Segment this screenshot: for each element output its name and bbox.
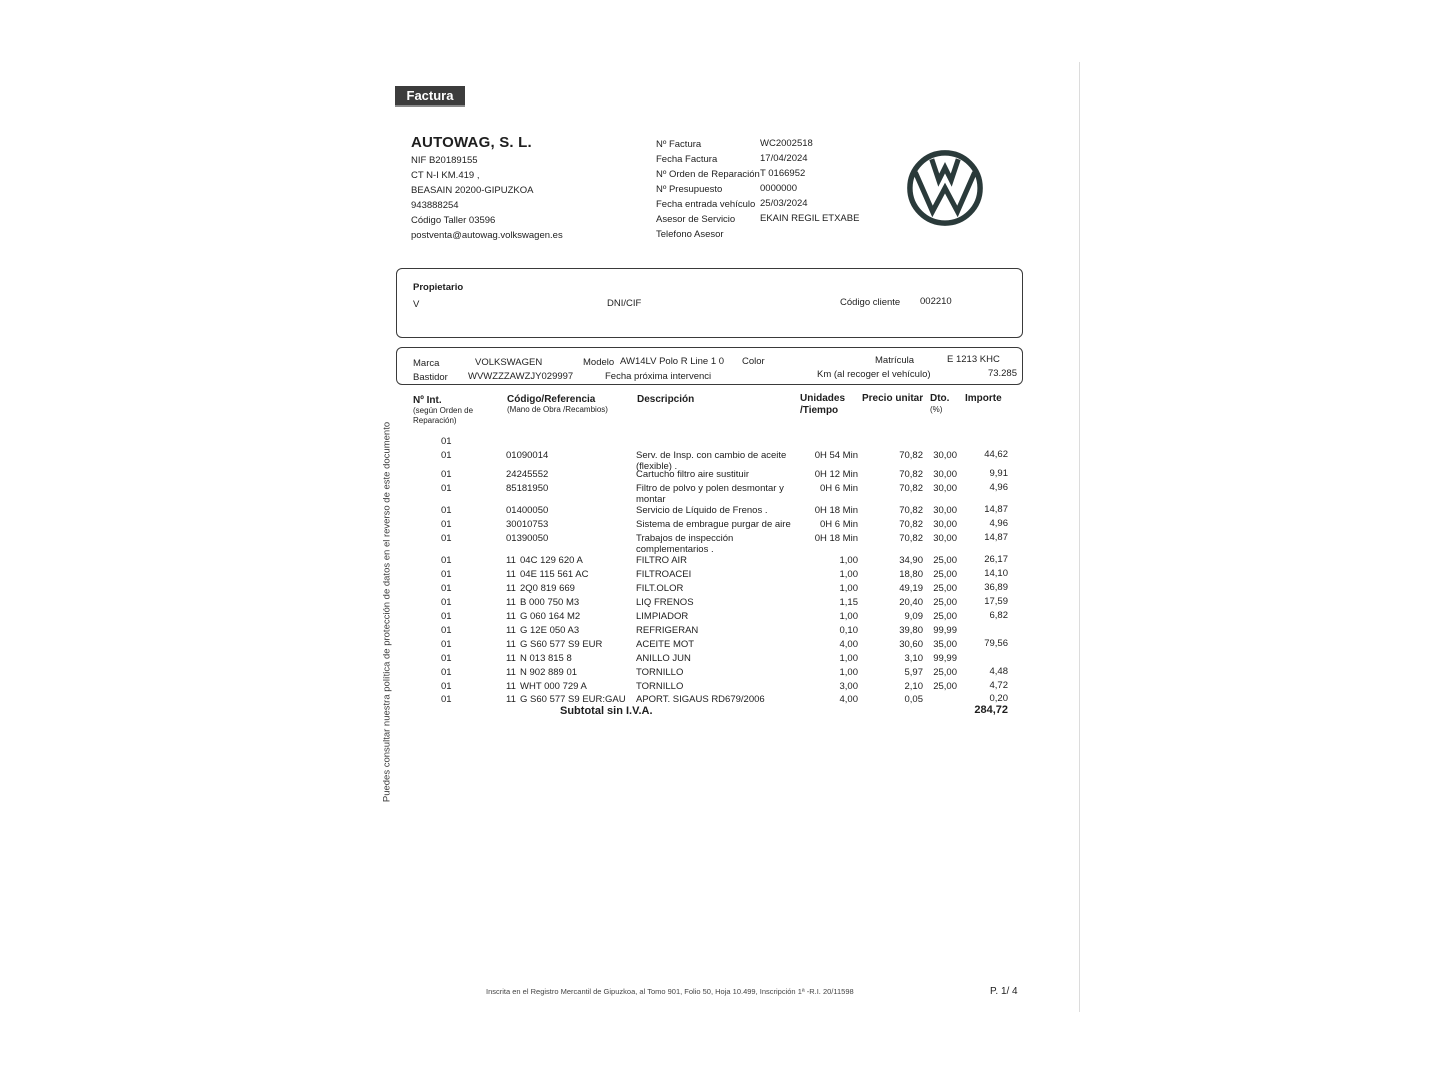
cell-price: 70,82 — [899, 505, 923, 516]
cell-importe: 44,62 — [984, 449, 1008, 460]
km-value: 73.285 — [987, 368, 1017, 379]
cell-desc: Servicio de Líquido de Frenos . — [636, 505, 768, 516]
cell-desc: TORNILLO — [636, 667, 684, 678]
cell-importe: 14,87 — [984, 504, 1008, 515]
volkswagen-logo-icon — [906, 149, 984, 227]
cell-desc: APORT. SIGAUS RD679/2006 — [636, 694, 765, 705]
table-row — [0, 532, 1440, 555]
cell-nint: 01 — [441, 469, 452, 480]
table-row — [0, 625, 1440, 639]
company-nif: NIF B20189155 — [411, 155, 478, 166]
cell-code: N 902 889 01 — [520, 667, 578, 678]
registry-footer: Inscrita en el Registro Mercantil de Gipuzkoa, al Tomo 901, Folio 50, Hoja 10.499, Inscripción 1ª -R.I. 20/11598 — [486, 987, 854, 996]
header-code-sub: (Mano de Obra /Recambios) — [507, 405, 608, 414]
cell-price: 70,82 — [899, 450, 923, 461]
cell-code: 01400050 — [506, 505, 549, 516]
cell-units: 0H 18 Min — [814, 533, 858, 544]
cell-code: G S60 577 S9 EUR:GAU — [520, 694, 626, 705]
cell-pre: 11 — [506, 625, 516, 636]
cell-dto: 30,00 — [933, 483, 957, 494]
cell-nint: 01 — [441, 519, 452, 530]
cell-pre: 11 — [506, 569, 516, 580]
cell-units: 0H 54 Min — [814, 450, 858, 461]
cell-desc: REFRIGERAN — [636, 625, 699, 636]
company-address: CT N-I KM.419 , — [411, 170, 480, 181]
cell-desc: FILTROACEI — [636, 569, 692, 580]
cell-importe: 4,48 — [989, 666, 1008, 677]
invoice-date-label: Fecha Factura — [656, 154, 718, 165]
cell-code: N 013 815 8 — [520, 653, 572, 664]
cell-units: 1,00 — [839, 569, 858, 580]
cell-price: 70,82 — [899, 469, 923, 480]
model: AW14LV Polo R Line 1 0 — [620, 356, 725, 367]
model-label: Modelo — [583, 357, 615, 368]
cell-units: 1,00 — [839, 653, 858, 664]
cell-nint: 01 — [441, 505, 452, 516]
cell-price: 34,90 — [899, 555, 923, 566]
brand-label: Marca — [413, 358, 440, 369]
cell-desc: Sistema de embrague purgar de aire — [636, 519, 791, 530]
cell-units: 1,00 — [839, 611, 858, 622]
cell-units: 1,00 — [839, 583, 858, 594]
cell-units: 1,00 — [839, 667, 858, 678]
header-nint-sub: (según Orden de Reparación) — [413, 406, 474, 425]
cell-pre: 11 — [506, 639, 516, 650]
table-row — [0, 555, 1440, 569]
plate: E 1213 KHC — [947, 354, 1000, 365]
cell-code: 01090014 — [506, 450, 549, 461]
header-description: Descripción — [637, 394, 695, 405]
header-code: Código/Referencia — [507, 394, 596, 405]
cell-price: 39,80 — [899, 625, 923, 636]
cell-units: 0H 12 Min — [814, 469, 858, 480]
cell-code: WHT 000 729 A — [520, 681, 587, 692]
cell-nint: 01 — [441, 450, 452, 461]
cell-dto: 30,00 — [933, 469, 957, 480]
cell-dto: 35,00 — [933, 639, 957, 650]
km-label: Km (al recoger el vehículo) — [817, 369, 931, 380]
cell-code: 01390050 — [506, 533, 549, 544]
table-row — [0, 449, 1440, 472]
cell-nint: 01 — [441, 597, 452, 608]
cell-desc: Serv. de Insp. con cambio de aceite (flexible) . — [636, 450, 787, 472]
cell-importe: 14,87 — [984, 532, 1008, 543]
cell-dto: 30,00 — [933, 519, 957, 530]
cell-importe: 6,82 — [989, 610, 1008, 621]
owner-name: V — [413, 299, 420, 310]
cell-pre: 11 — [506, 653, 516, 664]
document-type-tag: Factura — [395, 86, 465, 107]
cell-importe: 4,72 — [989, 680, 1008, 691]
dni-label: DNI/CIF — [607, 298, 642, 309]
client-code-label: Código cliente — [840, 297, 901, 308]
cell-units: 0H 18 Min — [814, 505, 858, 516]
cell-importe: 9,91 — [989, 468, 1008, 479]
cell-dto: 25,00 — [933, 667, 957, 678]
table-row — [0, 469, 1440, 483]
cell-code: 30010753 — [506, 519, 549, 530]
table-row — [0, 519, 1440, 533]
cell-desc: ACEITE MOT — [636, 639, 695, 650]
cell-importe: 26,17 — [984, 554, 1008, 565]
cell-dto: 30,00 — [933, 450, 957, 461]
cell-pre: 11 — [506, 694, 516, 705]
cell-pre: 11 — [506, 555, 516, 566]
table-row — [0, 681, 1440, 695]
cell-pre: 11 — [506, 681, 516, 692]
cell-pre: 11 — [506, 611, 516, 622]
cell-units: 3,00 — [839, 681, 858, 692]
cell-code: G 060 164 M2 — [520, 611, 581, 622]
cell-code: 04C 129 620 A — [520, 555, 583, 566]
color-label: Color — [742, 356, 765, 367]
header-amount: Importe — [965, 393, 1002, 404]
table-row — [0, 436, 1440, 450]
table-row — [0, 597, 1440, 611]
cell-price: 5,97 — [904, 667, 923, 678]
table-row — [0, 505, 1440, 519]
cell-pre: 11 — [506, 597, 516, 608]
cell-price: 18,80 — [899, 569, 923, 580]
cell-dto: 25,00 — [933, 569, 957, 580]
cell-nint: 01 — [441, 639, 452, 650]
cell-code: 04E 115 561 AC — [520, 569, 589, 580]
cell-price: 70,82 — [899, 483, 923, 494]
cell-desc: FILT.OLOR — [636, 583, 684, 594]
cell-units: 1,15 — [839, 597, 858, 608]
cell-units: 4,00 — [839, 639, 858, 650]
cell-price: 3,10 — [904, 653, 923, 664]
cell-importe: 79,56 — [984, 638, 1008, 649]
cell-nint: 01 — [441, 611, 452, 622]
cell-nint: 01 — [441, 569, 452, 580]
cell-nint: 01 — [441, 681, 452, 692]
cell-dto: 99,99 — [933, 625, 957, 636]
table-row — [0, 639, 1440, 653]
company-phone: 943888254 — [411, 200, 459, 211]
cell-dto: 30,00 — [933, 505, 957, 516]
cell-nint: 01 — [441, 436, 452, 447]
table-row — [0, 667, 1440, 681]
cell-nint: 01 — [441, 555, 452, 566]
cell-code: G 12E 050 A3 — [520, 625, 580, 636]
cell-dto: 25,00 — [933, 583, 957, 594]
cell-dto: 25,00 — [933, 611, 957, 622]
company-city: BEASAIN 20200-GIPUZKOA — [411, 185, 534, 196]
invoice-number-label: Nº Factura — [656, 139, 702, 150]
chassis-number: WVWZZZAWZJY029997 — [468, 371, 574, 382]
advisor-phone-label: Telefono Asesor — [656, 229, 724, 240]
cell-units: 0H 6 Min — [819, 483, 858, 494]
table-row — [0, 482, 1440, 505]
header-nint: Nº Int. — [413, 395, 442, 406]
privacy-note: Puedes consultar nuestra política de protección de datos en el reverso de este documento — [381, 421, 393, 803]
cell-code: 24245552 — [506, 469, 549, 480]
cell-desc: LIMPIADOR — [636, 611, 689, 622]
budget-number-label: Nº Presupuesto — [656, 184, 723, 195]
cell-nint: 01 — [441, 653, 452, 664]
cell-nint: 01 — [441, 694, 452, 705]
cell-desc: LIQ FRENOS — [636, 597, 694, 608]
cell-dto: 25,00 — [933, 681, 957, 692]
service-advisor-label: Asesor de Servicio — [656, 214, 736, 225]
cell-price: 70,82 — [899, 519, 923, 530]
table-row — [0, 583, 1440, 597]
cell-importe: 17,59 — [984, 596, 1008, 607]
cell-price: 30,60 — [899, 639, 923, 650]
cell-code: B 000 750 M3 — [520, 597, 580, 608]
client-code: 002210 — [920, 296, 952, 307]
cell-pre: 11 — [506, 667, 516, 678]
cell-desc: FILTRO AIR — [636, 555, 688, 566]
service-advisor: EKAIN REGIL ETXABE — [760, 213, 860, 224]
cell-desc: Trabajos de inspección complementarios . — [636, 533, 734, 555]
cell-units: 0,10 — [839, 625, 858, 636]
cell-desc: ANILLO JUN — [636, 653, 691, 664]
cell-price: 70,82 — [899, 533, 923, 544]
cell-price: 20,40 — [899, 597, 923, 608]
chassis-label: Bastidor — [413, 372, 448, 383]
page-number: P. 1/ 4 — [990, 986, 1018, 997]
cell-price: 0,05 — [904, 694, 923, 705]
table-row — [0, 611, 1440, 625]
next-service-label: Fecha próxima intervenci — [605, 371, 712, 382]
cell-desc: Cartucho filtro aire sustituir — [636, 469, 749, 480]
table-row — [0, 694, 1440, 708]
repair-order: T 0166952 — [760, 168, 806, 179]
table-row — [0, 653, 1440, 667]
header-units: Unidades /Tiempo — [800, 393, 846, 416]
cell-importe: 14,10 — [984, 568, 1008, 579]
cell-code: G S60 577 S9 EUR — [520, 639, 603, 650]
plate-label: Matrícula — [875, 355, 915, 366]
cell-desc: TORNILLO — [636, 681, 684, 692]
cell-units: 1,00 — [839, 555, 858, 566]
company-name: AUTOWAG, S. L. — [411, 134, 532, 151]
cell-dto: 25,00 — [933, 555, 957, 566]
cell-dto: 30,00 — [933, 533, 957, 544]
cell-units: 4,00 — [839, 694, 858, 705]
vehicle-entry-label: Fecha entrada vehículo — [656, 199, 756, 210]
cell-dto: 99,99 — [933, 653, 957, 664]
cell-units: 0H 6 Min — [819, 519, 858, 530]
vehicle-entry-date: 25/03/2024 — [760, 198, 808, 209]
subtotal-value: 284,72 — [974, 704, 1008, 716]
company-email: postventa@autowag.volkswagen.es — [411, 230, 563, 241]
budget-number: 0000000 — [760, 183, 797, 194]
header-discount: Dto. — [930, 393, 950, 404]
owner-title: Propietario — [413, 282, 464, 293]
cell-importe: 36,89 — [984, 582, 1008, 593]
cell-pre: 11 — [506, 583, 516, 594]
subtotal-label: Subtotal sin I.V.A. — [560, 705, 653, 717]
cell-nint: 01 — [441, 583, 452, 594]
cell-nint: 01 — [441, 533, 452, 544]
cell-nint: 01 — [441, 667, 452, 678]
cell-nint: 01 — [441, 625, 452, 636]
header-discount-sub: (%) — [930, 405, 943, 414]
cell-importe: 4,96 — [989, 518, 1008, 529]
repair-order-label: Nº Orden de Reparación — [656, 169, 760, 180]
invoice-date: 17/04/2024 — [760, 153, 808, 164]
table-row — [0, 569, 1440, 583]
invoice-number: WC2002518 — [760, 138, 813, 149]
cell-price: 49,19 — [899, 583, 923, 594]
cell-dto: 25,00 — [933, 597, 957, 608]
cell-desc: Filtro de polvo y polen desmontar y montar — [636, 483, 784, 505]
header-price: Precio unitar — [862, 393, 924, 404]
cell-importe: 0,20 — [989, 693, 1008, 704]
brand: VOLKSWAGEN — [475, 357, 543, 368]
cell-importe: 4,96 — [989, 482, 1008, 493]
cell-code: 85181950 — [506, 483, 549, 494]
cell-code: 2Q0 819 669 — [520, 583, 575, 594]
cell-nint: 01 — [441, 483, 452, 494]
cell-price: 2,10 — [904, 681, 923, 692]
cell-price: 9,09 — [904, 611, 923, 622]
company-workshop-code: Código Taller 03596 — [411, 215, 496, 226]
